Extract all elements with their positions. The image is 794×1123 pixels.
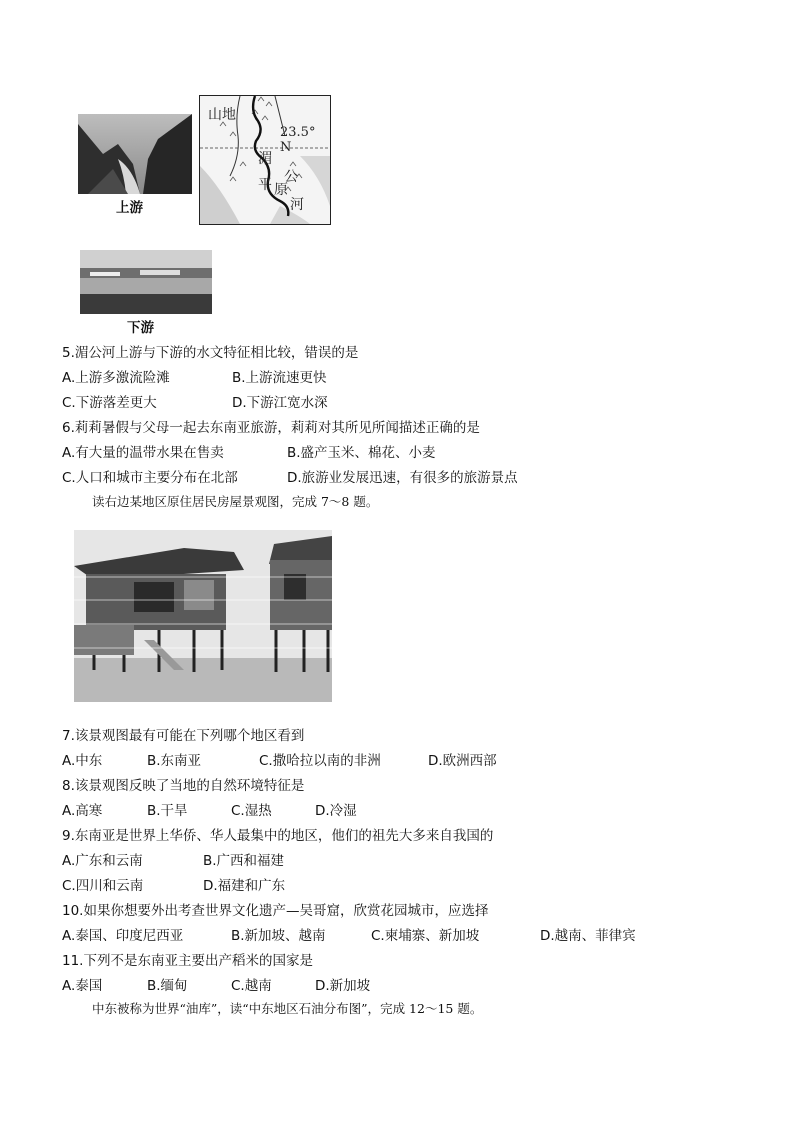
q8-option-a[interactable]: A.高寒 [62,803,103,819]
q9-stem: 9.东南亚是世界上华侨、华人最集中的地区，他们的祖先大多来自我国的 [62,828,494,844]
q10-option-c[interactable]: C.柬埔寨、新加坡 [371,928,480,944]
downstream-photo [80,250,212,314]
q6-stem: 6.莉莉暑假与父母一起去东南亚旅游，莉莉对其所见所闻描述正确的是 [62,420,480,436]
q6-option-c[interactable]: C.人口和城市主要分布在北部 [62,470,238,486]
mekong-map [199,95,331,225]
q9-option-b[interactable]: B.广西和福建 [203,853,285,869]
q5-stem: 5.湄公河上游与下游的水文特征相比较，错误的是 [62,345,359,361]
q6-option-a[interactable]: A.有大量的温带水果在售卖 [62,445,224,461]
q11-option-b[interactable]: B.缅甸 [147,978,188,994]
q11-option-d[interactable]: D.新加坡 [315,978,371,994]
downstream-caption: 下游 [127,320,154,336]
q11-option-c[interactable]: C.越南 [231,978,272,994]
q9-option-a[interactable]: A.广东和云南 [62,853,143,869]
q5-option-b[interactable]: B.上游流速更快 [232,370,327,386]
q7-option-b[interactable]: B.东南亚 [147,753,202,769]
map-label-he: 河 [290,197,304,213]
intro-12-15: 中东被称为世界“油库”，读“中东地区石油分布图”，完成 12～15 题。 [92,1001,483,1016]
q11-stem: 11.下列不是东南亚主要出产稻米的国家是 [62,953,313,969]
map-label-plain: 平 [258,177,272,193]
map-label-latitude: 23.5° N [280,125,316,155]
map-label-mei: 湄 [258,151,272,167]
q9-option-c[interactable]: C.四川和云南 [62,878,144,894]
q7-option-c[interactable]: C.撒哈拉以南的非洲 [259,753,381,769]
q6-option-b[interactable]: B.盛产玉米、棉花、小麦 [287,445,436,461]
q7-stem: 7.该景观图最有可能在下列哪个地区看到 [62,728,305,744]
upstream-photo [78,114,192,194]
q6-option-d[interactable]: D.旅游业发展迅速，有很多的旅游景点 [287,470,518,486]
q5-option-a[interactable]: A.上游多激流险滩 [62,370,170,386]
stilt-house-photo [74,530,332,702]
q10-option-b[interactable]: B.新加坡、越南 [231,928,326,944]
map-label-mountain: 山地 [208,107,236,123]
q11-option-a[interactable]: A.泰国 [62,978,103,994]
q8-option-b[interactable]: B.干旱 [147,803,188,819]
map-label-gong: 公 [284,169,298,185]
q7-option-d[interactable]: D.欧洲西部 [428,753,497,769]
q10-stem: 10.如果你想要外出考查世界文化遗产—吴哥窟，欣赏花园城市，应选择 [62,903,489,919]
q10-option-d[interactable]: D.越南、菲律宾 [540,928,636,944]
map-label-yuan: 原 [274,182,288,198]
q8-option-d[interactable]: D.冷湿 [315,803,357,819]
q8-stem: 8.该景观图反映了当地的自然环境特征是 [62,778,305,794]
intro-7-8: 读右边某地区原住居民房屋景观图，完成 7～8 题。 [92,494,379,509]
upstream-caption: 上游 [116,200,143,216]
q8-option-c[interactable]: C.湿热 [231,803,272,819]
q10-option-a[interactable]: A.泰国、印度尼西亚 [62,928,184,944]
q5-option-c[interactable]: C.下游落差更大 [62,395,157,411]
q9-option-d[interactable]: D.福建和广东 [203,878,286,894]
q5-option-d[interactable]: D.下游江宽水深 [232,395,328,411]
q7-option-a[interactable]: A.中东 [62,753,103,769]
